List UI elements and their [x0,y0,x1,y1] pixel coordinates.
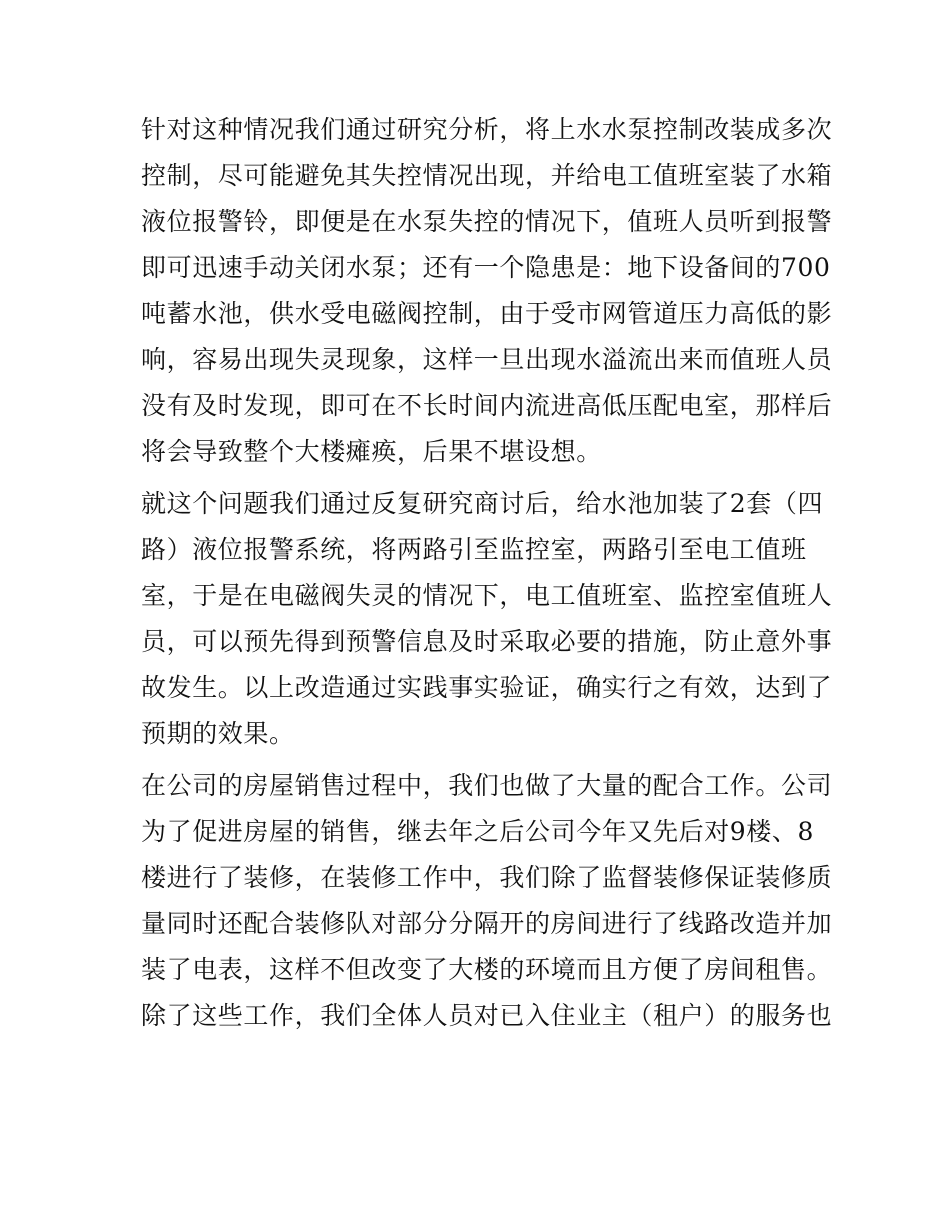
text-line: 故发生。以上改造通过实践事实验证，确实行之有效，达到了 [141,673,833,702]
paragraph-alarm-system [141,481,833,757]
text-line: 量同时还配合装修队对部分分隔开的房间进行了线路改造并加 [141,909,833,938]
text-line: 员，可以预先得到预警信息及时采取必要的措施，防止意外事 [141,627,833,656]
document-body [141,107,833,1039]
text-line: 为了促进房屋的销售，继去年之后公司今年又先后对9楼、8 [141,817,815,846]
text-line: 路）液位报警系统，将两路引至监控室，两路引至电工值班 [141,535,807,564]
text-line: 装了电表，这样不但改变了大楼的环境而且方便了房间租售。 [141,955,833,984]
text-line: 没有及时发现，即可在不长时间内流进高低压配电室，那样后 [141,391,833,420]
text-line: 液位报警铃，即便是在水泵失控的情况下，值班人员听到报警 [141,207,833,236]
text-line: 室，于是在电磁阀失灵的情况下，电工值班室、监控室值班人 [141,581,833,610]
text-line: 楼进行了装修，在装修工作中，我们除了监督装修保证装修质 [141,863,833,892]
text-line: 预期的效果。 [141,719,295,748]
text-line: 就这个问题我们通过反复研究商讨后，给水池加装了2套（四 [141,489,824,518]
text-line: 将会导致整个大楼瘫痪，后果不堪设想。 [141,437,602,466]
text-line: 响，容易出现失灵现象，这样一旦出现水溢流出来而值班人员 [141,345,833,374]
text-line: 除了这些工作，我们全体人员对已入住业主（租户）的服务也 [141,1001,833,1030]
text-line: 即可迅速手动关闭水泵；还有一个隐患是：地下设备间的700 [141,253,831,282]
text-line: 控制，尽可能避免其失控情况出现，并给电工值班室装了水箱 [141,161,833,190]
paragraph-sales-support [141,763,833,1039]
text-line: 在公司的房屋销售过程中，我们也做了大量的配合工作。公司 [141,771,833,800]
paragraph-water-pump-control [141,107,833,475]
text-line: 吨蓄水池，供水受电磁阀控制，由于受市网管道压力高低的影 [141,299,833,328]
text-line: 针对这种情况我们通过研究分析，将上水水泵控制改装成多次 [141,115,833,144]
